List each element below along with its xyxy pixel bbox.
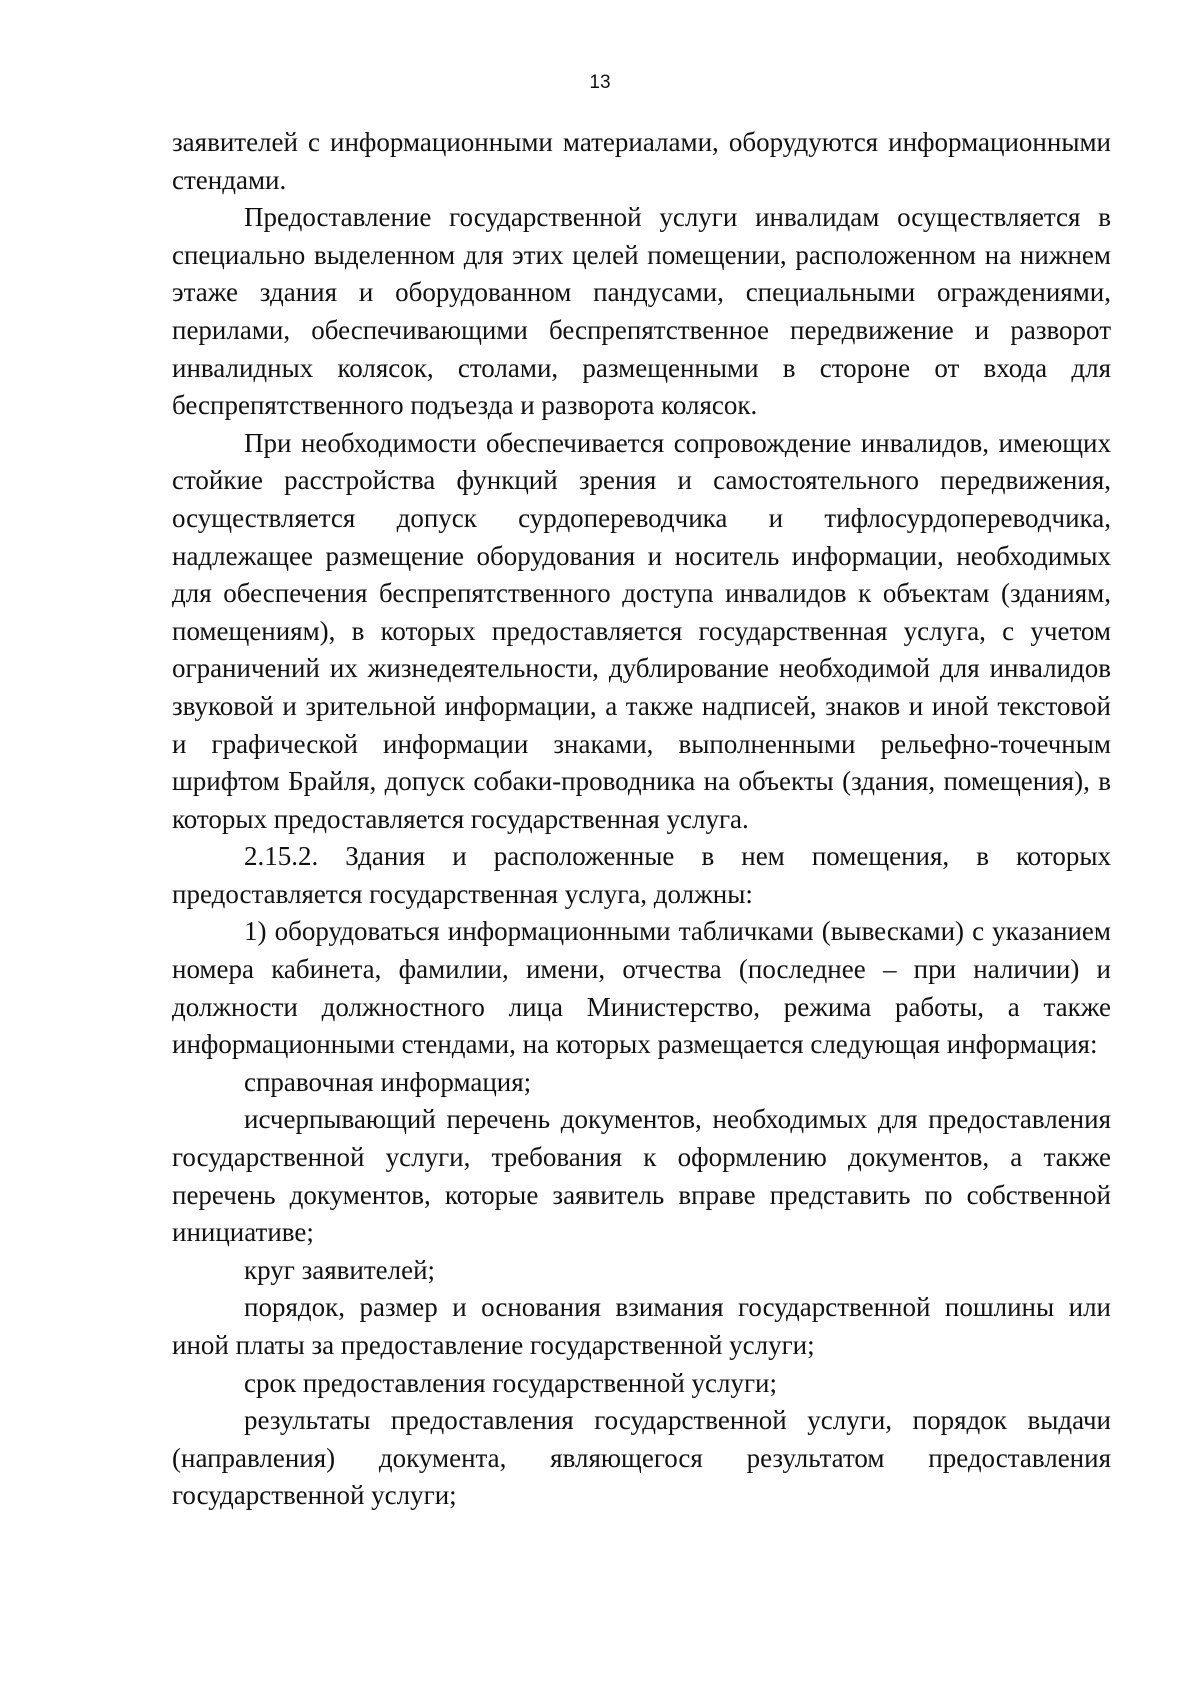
- paragraph: Предоставление государственной услуги инвалидам осуществляется в специально выделенном для этих целей помещении, расположенном на нижнем этаже здания и оборудованном пандусами, специальными ограждениями, перилами, обеспечивающими беспрепятственное передвижение и разворот инвалидных колясок, столами, размещенными в стороне от входа для беспрепятственного подъезда и разворота колясок.: [172, 202, 1111, 421]
- paragraph: заявителей с информационными материалами, оборудуются информационными стендами.: [172, 127, 1111, 195]
- list-item: результаты предоставления государственной услуги, порядок выдачи (направления) документа, являющегося результатом предоставления государственной услуги;: [172, 1405, 1111, 1511]
- list-item: круг заявителей;: [244, 1254, 436, 1285]
- list-item: порядок, размер и основания взимания государственной пошлины или иной платы за предоставление государственной услуги;: [172, 1292, 1111, 1360]
- page-number: 13: [589, 72, 611, 93]
- list-item: 1) оборудоваться информационными табличками (вывесками) с указанием номера кабинета, фамилии, имени, отчества (последнее – при наличии) и должности должностного лица Министерство, режима работы, а также информационными стендами, на которых размещается следующая информация:: [172, 916, 1111, 1060]
- list-item: справочная информация;: [244, 1066, 532, 1097]
- document-body: [172, 124, 1111, 1515]
- list-item: срок предоставления государственной услуги;: [244, 1367, 778, 1398]
- paragraph: 2.15.2. Здания и расположенные в нем помещения, в которых предоставляется государственная услуга, должны:: [172, 841, 1111, 909]
- paragraph: При необходимости обеспечивается сопровождение инвалидов, имеющих стойкие расстройства функций зрения и самостоятельного передвижения, осуществляется допуск сурдопереводчика и тифлосурдопереводчика, надлежащее размещение оборудования и носитель информации, необходимых для обеспечения беспрепятственного доступа инвалидов к объектам (зданиям, помещениям), в которых предоставляется государственная услуга, с учетом ограничений их жизнедеятельности, дублирование необходимой для инвалидов звуковой и зрительной информации, а также надписей, знаков и иной текстовой и графической информации знаками, выполненными рельефно-точечным шрифтом Брайля, допуск собаки-проводника на объекты (здания, помещения), в которых предоставляется государственная услуга.: [172, 427, 1111, 834]
- list-item: исчерпывающий перечень документов, необходимых для предоставления государственной услуги, требования к оформлению документов, а также перечень документов, которые заявитель вправе представить по собственной инициативе;: [172, 1104, 1111, 1248]
